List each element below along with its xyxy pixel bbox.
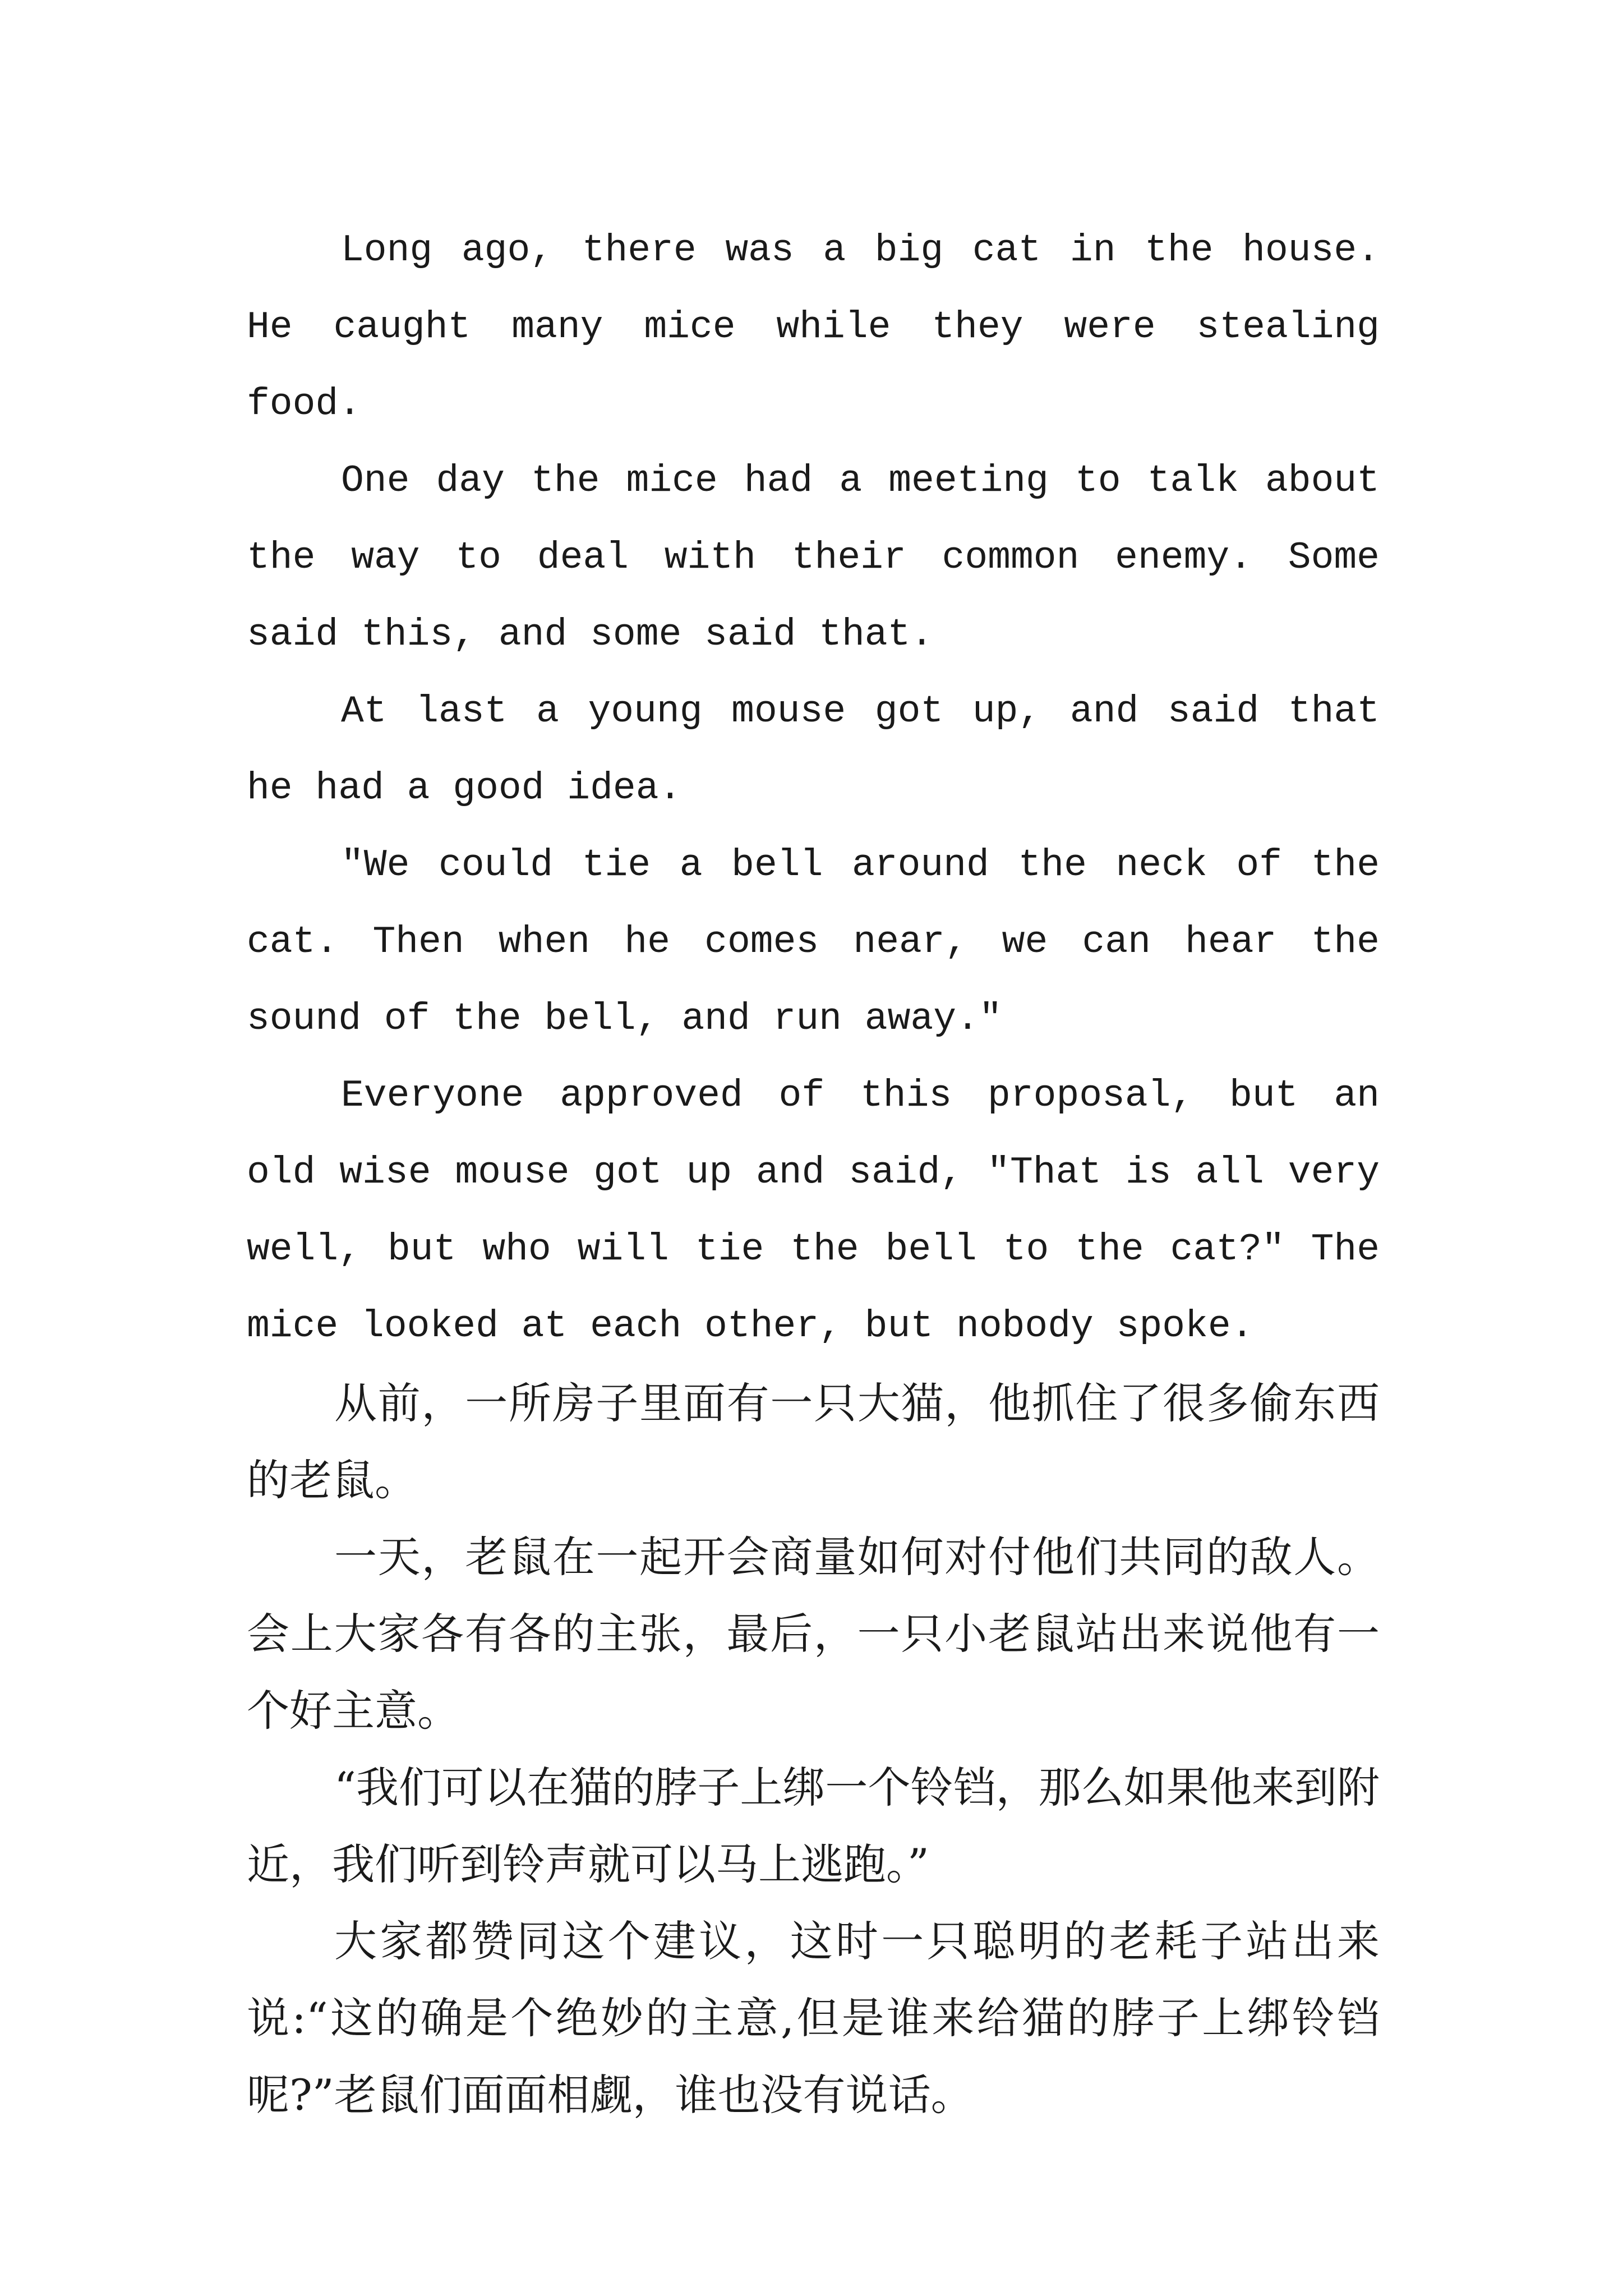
chinese-paragraph-3: “我们可以在猫的脖子上绑一个铃铛，那么如果他来到附近，我们听到铃声就可以马上逃跑。” [247,1763,1380,1889]
english-paragraph-1: Long ago, there was a big cat in the house. He caught many mice while they were stealing food. [247,229,1380,426]
english-paragraph-4: "We could tie a bell around the neck of the cat. Then when he comes near, we can hear the sound of the bell, and run away." [247,844,1380,1041]
english-paragraph-5: Everyone approved of this proposal, but an old wise mouse got up and said, "That is all very well, but who will tie the bell to the cat?" The mice looked at each other, but nobody spoke. [247,1074,1380,1348]
chinese-paragraph-2: 一天，老鼠在一起开会商量如何对付他们共同的敌人。会上大家各有各的主张，最后，一只小老鼠站出来说他有一个好主意。 [247,1532,1380,1736]
english-paragraph-2: One day the mice had a meeting to talk about the way to deal with their common enemy. Some said this, and some said that. [247,459,1380,656]
chinese-paragraph-4: 大家都赞同这个建议，这时一只聪明的老耗子站出来说:“这的确是个绝妙的主意,但是谁来给猫的脖子上绑铃铛呢?”老鼠们面面相觑，谁也没有说话。 [247,1916,1380,2120]
document-body [247,212,1380,2133]
chinese-paragraph-1: 从前，一所房子里面有一只大猫，他抓住了很多偷东西的老鼠。 [247,1378,1380,1505]
english-paragraph-3: At last a young mouse got up, and said that he had a good idea. [247,690,1380,810]
